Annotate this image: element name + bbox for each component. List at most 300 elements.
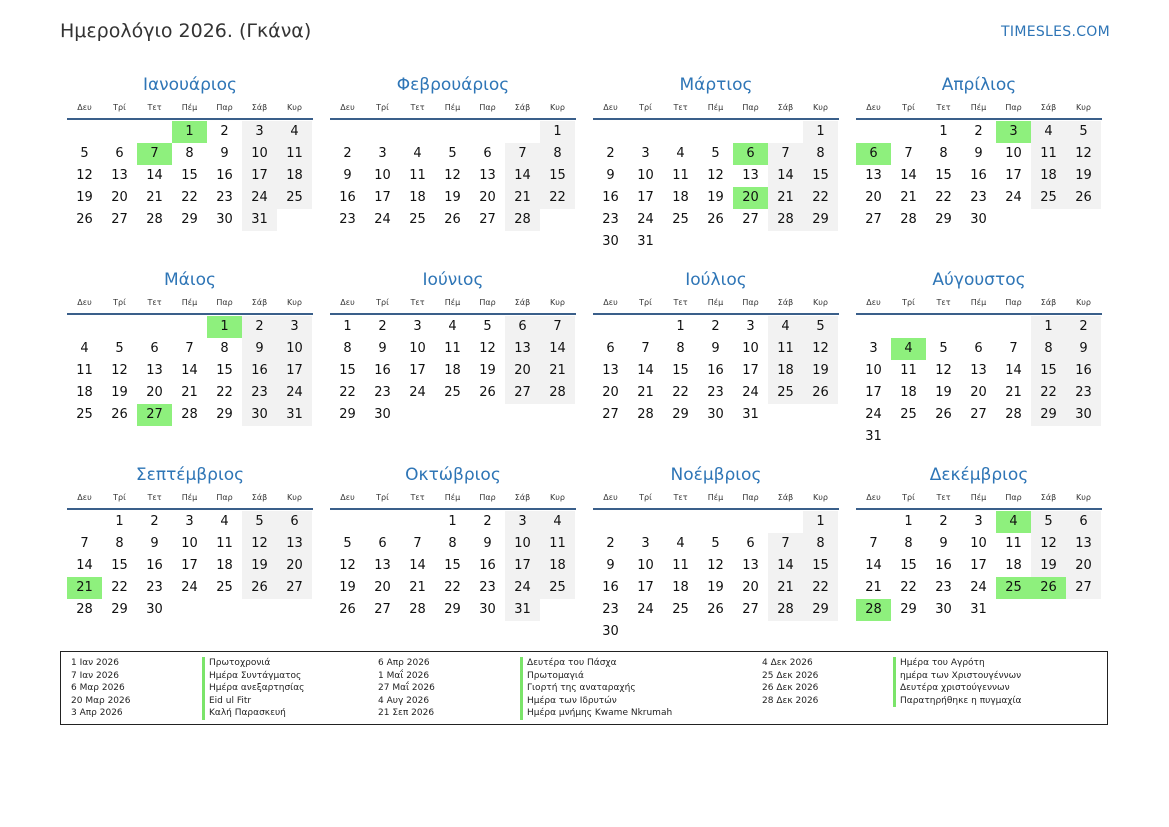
days-grid	[593, 316, 839, 426]
holiday-name: Eid ul Fitr	[202, 695, 304, 708]
empty-cell	[768, 511, 803, 533]
day-cell: 17	[637, 190, 654, 205]
weekday-label: Δευ	[77, 298, 92, 307]
day-cell: 30	[1066, 404, 1101, 426]
weekday-label: Πέμ	[181, 493, 198, 502]
empty-cell	[505, 121, 540, 143]
day-cell: 25	[1031, 187, 1066, 209]
weekday-label: Κυρ	[1076, 103, 1091, 112]
month-name: Φεβρουάριος	[396, 75, 510, 95]
month-name: Αύγουστος	[932, 270, 1026, 290]
holiday-name: Δευτέρα χριστούγεννων	[893, 682, 1021, 695]
weekday-label: Πέμ	[707, 298, 724, 307]
day-cell: 22	[1031, 382, 1066, 404]
weekday-label: Τρί	[639, 103, 652, 112]
day-cell: 10	[970, 536, 987, 551]
empty-cell	[856, 121, 891, 143]
weekday-label: Σάβ	[777, 103, 794, 112]
day-cell: 19	[242, 555, 277, 577]
day-cell: 18	[216, 558, 233, 573]
day-cell: 22	[216, 385, 233, 400]
site-link[interactable]: TIMESLES.COM	[1001, 24, 1110, 40]
month-name: Μάιος	[163, 270, 216, 290]
days-grid	[330, 511, 576, 621]
day-cell: 15	[216, 363, 233, 378]
day-cell: 5	[711, 536, 720, 551]
day-cell: 8	[115, 536, 124, 551]
day-cell: 1	[540, 121, 575, 143]
day-cell: 17	[374, 190, 391, 205]
days-grid	[593, 511, 839, 643]
day-cell: 8	[185, 146, 194, 161]
day-cell: 14	[900, 168, 917, 183]
day-cell: 4	[1031, 121, 1066, 143]
empty-cell	[856, 511, 891, 533]
day-cell: 6	[483, 146, 492, 161]
day-cell: 12	[76, 168, 93, 183]
month-name: Οκτώβριος	[405, 465, 501, 485]
day-cell: 30	[970, 212, 987, 227]
holiday-name: Καλή Παρασκευή	[202, 707, 304, 720]
day-cell: 10	[409, 341, 426, 356]
day-cell: 29	[803, 209, 838, 231]
weekday-label: Πέμ	[707, 103, 724, 112]
weekday-label: Τετ	[936, 493, 951, 502]
month-name: Νοέμβριος	[670, 465, 762, 485]
day-cell: 22	[444, 580, 461, 595]
month-calendar	[856, 269, 1102, 464]
day-cell: 1	[1031, 316, 1066, 338]
day-cell: 10	[242, 143, 277, 165]
day-cell: 13	[277, 533, 312, 555]
day-cell: 19	[707, 580, 724, 595]
day-cell: 12	[935, 363, 952, 378]
day-cell: 27	[374, 602, 391, 617]
month-calendar	[593, 269, 839, 464]
day-cell: 13	[602, 363, 619, 378]
weekday-label: Τρί	[113, 298, 126, 307]
weekday-label: Πέμ	[444, 493, 461, 502]
day-cell: 24	[374, 212, 391, 227]
day-cell: 11	[1005, 536, 1022, 551]
empty-cell	[926, 316, 961, 338]
empty-cell	[698, 121, 733, 143]
day-cell: 9	[343, 168, 352, 183]
day-cell: 12	[1066, 143, 1101, 165]
day-cell: 30	[242, 404, 277, 426]
day-cell: 25	[409, 212, 426, 227]
day-cell: 7	[1009, 341, 1018, 356]
day-cell: 5	[1066, 121, 1101, 143]
day-cell: 18	[444, 363, 461, 378]
day-cell: 3	[746, 319, 755, 334]
day-cell: 4	[448, 319, 457, 334]
day-cell: 10	[505, 533, 540, 555]
day-cell: 11	[540, 533, 575, 555]
empty-cell	[996, 316, 1031, 338]
day-cell: 3	[641, 146, 650, 161]
day-cell: 2	[483, 514, 492, 529]
legend-date-column	[762, 657, 818, 707]
day-cell: 18	[672, 580, 689, 595]
day-cell: 3	[974, 514, 983, 529]
holiday-date: 4 Δεκ 2026	[762, 658, 813, 668]
day-cell: 11	[76, 363, 93, 378]
day-cell: 23	[339, 212, 356, 227]
day-cell: 25	[76, 407, 93, 422]
day-cell: 28	[768, 599, 803, 621]
day-cell: 2	[711, 319, 720, 334]
days-grid	[330, 316, 576, 426]
day-cell: 29	[935, 212, 952, 227]
day-cell: 30	[707, 407, 724, 422]
weekday-label: Κυρ	[813, 493, 828, 502]
weekday-label: Σάβ	[514, 298, 531, 307]
day-cell: 19	[444, 190, 461, 205]
day-cell: 16	[602, 580, 619, 595]
day-cell: 20	[602, 385, 619, 400]
day-cell: 3	[378, 146, 387, 161]
day-cell: 29	[339, 407, 356, 422]
day-cell: 26	[242, 577, 277, 599]
weekday-label: Τετ	[673, 298, 688, 307]
weekday-label: Σάβ	[514, 103, 531, 112]
holiday-day-cell: 4	[996, 511, 1031, 533]
day-cell: 18	[277, 165, 312, 187]
day-cell: 24	[970, 580, 987, 595]
month-calendar	[67, 464, 313, 659]
day-cell: 25	[672, 212, 689, 227]
day-cell: 30	[935, 602, 952, 617]
empty-cell	[698, 511, 733, 533]
empty-cell	[891, 316, 926, 338]
day-cell: 23	[216, 190, 233, 205]
day-cell: 4	[676, 536, 685, 551]
weekday-header	[330, 490, 576, 510]
day-cell: 5	[343, 536, 352, 551]
weekday-label: Τετ	[936, 298, 951, 307]
day-cell: 6	[115, 146, 124, 161]
day-cell: 24	[242, 187, 277, 209]
weekday-header	[67, 490, 313, 510]
day-cell: 12	[803, 338, 838, 360]
weekday-label: Σάβ	[251, 493, 268, 502]
day-cell: 5	[939, 341, 948, 356]
holiday-legend	[60, 651, 1108, 725]
day-cell: 7	[413, 536, 422, 551]
month-calendar	[67, 269, 313, 464]
month-calendar	[330, 464, 576, 659]
day-cell: 6	[1066, 511, 1101, 533]
weekday-label: Πέμ	[181, 103, 198, 112]
month-name: Σεπτέμβριος	[135, 465, 245, 485]
day-cell: 5	[711, 146, 720, 161]
empty-cell	[365, 511, 400, 533]
day-cell: 1	[115, 514, 124, 529]
day-cell: 24	[1005, 190, 1022, 205]
day-cell: 11	[672, 168, 689, 183]
day-cell: 21	[900, 190, 917, 205]
day-cell: 6	[746, 536, 755, 551]
day-cell: 11	[672, 558, 689, 573]
empty-cell	[470, 121, 505, 143]
weekday-label: Παρ	[216, 298, 233, 307]
day-cell: 15	[339, 363, 356, 378]
weekday-label: Δευ	[77, 103, 92, 112]
empty-cell	[400, 511, 435, 533]
weekday-label: Κυρ	[287, 298, 302, 307]
day-cell: 4	[220, 514, 229, 529]
empty-cell	[891, 121, 926, 143]
weekday-header	[593, 490, 839, 510]
day-cell: 1	[904, 514, 913, 529]
holiday-name: Ημέρα μνήμης Kwame Nkrumah	[520, 707, 672, 720]
day-cell: 24	[277, 382, 312, 404]
weekday-label: Τετ	[410, 493, 425, 502]
day-cell: 5	[448, 146, 457, 161]
day-cell: 11	[1031, 143, 1066, 165]
day-cell: 31	[505, 599, 540, 621]
day-cell: 9	[606, 168, 615, 183]
holiday-day-cell: 7	[137, 143, 172, 165]
weekday-label: Δευ	[340, 493, 355, 502]
day-cell: 19	[76, 190, 93, 205]
day-cell: 22	[803, 577, 838, 599]
day-cell: 21	[409, 580, 426, 595]
day-cell: 2	[1066, 316, 1101, 338]
month-name: Μάρτιος	[679, 75, 753, 95]
day-cell: 24	[409, 385, 426, 400]
day-cell: 14	[505, 165, 540, 187]
day-cell: 7	[904, 146, 913, 161]
day-cell: 3	[185, 514, 194, 529]
day-cell: 29	[111, 602, 128, 617]
day-cell: 31	[865, 429, 882, 444]
holiday-day-cell: 1	[207, 316, 242, 338]
day-cell: 2	[606, 146, 615, 161]
day-cell: 12	[479, 341, 496, 356]
holiday-date: 27 Μαΐ 2026	[378, 683, 435, 693]
empty-cell	[102, 316, 137, 338]
day-cell: 13	[479, 168, 496, 183]
day-cell: 21	[768, 577, 803, 599]
weekday-label: Τετ	[147, 298, 162, 307]
day-cell: 17	[409, 363, 426, 378]
weekday-label: Πέμ	[444, 298, 461, 307]
day-cell: 17	[242, 165, 277, 187]
weekday-label: Κυρ	[1076, 493, 1091, 502]
weekday-label: Δευ	[77, 493, 92, 502]
day-cell: 13	[865, 168, 882, 183]
holiday-day-cell: 1	[172, 121, 207, 143]
day-cell: 19	[1031, 555, 1066, 577]
weekday-header	[856, 490, 1102, 510]
empty-cell	[593, 121, 628, 143]
day-cell: 29	[444, 602, 461, 617]
holiday-day-cell: 3	[996, 121, 1031, 143]
day-cell: 29	[216, 407, 233, 422]
day-cell: 11	[768, 338, 803, 360]
day-cell: 21	[637, 385, 654, 400]
day-cell: 8	[904, 536, 913, 551]
day-cell: 8	[220, 341, 229, 356]
day-cell: 14	[768, 555, 803, 577]
weekday-label: Κυρ	[287, 103, 302, 112]
day-cell: 27	[277, 577, 312, 599]
day-cell: 30	[602, 624, 619, 639]
day-cell: 11	[444, 341, 461, 356]
day-cell: 20	[505, 360, 540, 382]
day-cell: 7	[505, 143, 540, 165]
day-cell: 9	[483, 536, 492, 551]
day-cell: 24	[505, 577, 540, 599]
day-cell: 27	[865, 212, 882, 227]
day-cell: 10	[637, 168, 654, 183]
day-cell: 3	[242, 121, 277, 143]
day-cell: 14	[637, 363, 654, 378]
empty-cell	[628, 121, 663, 143]
weekday-label: Τετ	[936, 103, 951, 112]
day-cell: 16	[242, 360, 277, 382]
day-cell: 12	[707, 558, 724, 573]
day-cell: 18	[540, 555, 575, 577]
day-cell: 30	[374, 407, 391, 422]
day-cell: 11	[900, 363, 917, 378]
day-cell: 26	[803, 382, 838, 404]
day-cell: 10	[865, 363, 882, 378]
weekday-label: Τετ	[673, 103, 688, 112]
day-cell: 12	[242, 533, 277, 555]
days-grid	[856, 511, 1102, 621]
day-cell: 9	[378, 341, 387, 356]
day-cell: 5	[803, 316, 838, 338]
weekday-label: Πέμ	[970, 493, 987, 502]
weekday-label: Παρ	[479, 493, 496, 502]
empty-cell	[663, 121, 698, 143]
day-cell: 15	[111, 558, 128, 573]
day-cell: 11	[216, 536, 233, 551]
day-cell: 14	[768, 165, 803, 187]
day-cell: 12	[707, 168, 724, 183]
weekday-label: Πέμ	[181, 298, 198, 307]
day-cell: 23	[374, 385, 391, 400]
day-cell: 6	[378, 536, 387, 551]
empty-cell	[856, 316, 891, 338]
month-calendar	[593, 74, 839, 269]
days-grid	[593, 121, 839, 253]
weekday-label: Τρί	[376, 103, 389, 112]
day-cell: 8	[540, 143, 575, 165]
day-cell: 12	[111, 363, 128, 378]
day-cell: 13	[970, 363, 987, 378]
day-cell: 26	[339, 602, 356, 617]
day-cell: 19	[111, 385, 128, 400]
day-cell: 1	[803, 121, 838, 143]
day-cell: 9	[1066, 338, 1101, 360]
holiday-name: Παρατηρήθηκε η πυγμαχία	[893, 695, 1021, 708]
weekday-label: Σάβ	[1040, 493, 1057, 502]
day-cell: 7	[80, 536, 89, 551]
empty-cell	[961, 316, 996, 338]
weekday-label: Παρ	[1005, 103, 1022, 112]
weekday-label: Δευ	[866, 493, 881, 502]
day-cell: 26	[479, 385, 496, 400]
day-cell: 15	[935, 168, 952, 183]
day-cell: 16	[216, 168, 233, 183]
weekday-label: Τρί	[902, 103, 915, 112]
weekday-header	[593, 100, 839, 120]
day-cell: 22	[181, 190, 198, 205]
day-cell: 21	[505, 187, 540, 209]
day-cell: 15	[1031, 360, 1066, 382]
day-cell: 24	[742, 385, 759, 400]
day-cell: 19	[1066, 165, 1101, 187]
month-name: Δεκέμβριος	[929, 465, 1029, 485]
weekday-header	[330, 295, 576, 315]
day-cell: 22	[672, 385, 689, 400]
holiday-day-cell: 6	[856, 143, 891, 165]
weekday-label: Τρί	[113, 103, 126, 112]
day-cell: 5	[242, 511, 277, 533]
month-calendar	[593, 464, 839, 659]
legend-name-column	[202, 657, 304, 720]
empty-cell	[137, 121, 172, 143]
day-cell: 28	[540, 382, 575, 404]
empty-cell	[768, 121, 803, 143]
day-cell: 24	[181, 580, 198, 595]
day-cell: 1	[448, 514, 457, 529]
day-cell: 17	[505, 555, 540, 577]
day-cell: 17	[277, 360, 312, 382]
day-cell: 10	[1005, 146, 1022, 161]
day-cell: 18	[409, 190, 426, 205]
weekday-label: Παρ	[216, 493, 233, 502]
legend-date-column	[378, 657, 435, 720]
weekday-label: Παρ	[1005, 493, 1022, 502]
weekday-label: Σάβ	[251, 103, 268, 112]
empty-cell	[435, 121, 470, 143]
weekday-label: Σάβ	[777, 298, 794, 307]
weekday-label: Σάβ	[777, 493, 794, 502]
day-cell: 18	[672, 190, 689, 205]
days-grid	[67, 316, 313, 426]
days-grid	[67, 511, 313, 621]
day-cell: 23	[146, 580, 163, 595]
day-cell: 15	[803, 165, 838, 187]
month-calendar	[67, 74, 313, 269]
day-cell: 21	[181, 385, 198, 400]
holiday-day-cell: 4	[891, 338, 926, 360]
day-cell: 27	[602, 407, 619, 422]
holiday-day-cell: 6	[733, 143, 768, 165]
day-cell: 6	[606, 341, 615, 356]
day-cell: 10	[637, 558, 654, 573]
day-cell: 17	[865, 385, 882, 400]
day-cell: 23	[479, 580, 496, 595]
weekday-label: Πέμ	[707, 493, 724, 502]
day-cell: 8	[676, 341, 685, 356]
day-cell: 10	[277, 338, 312, 360]
day-cell: 13	[374, 558, 391, 573]
day-cell: 27	[742, 602, 759, 617]
day-cell: 23	[970, 190, 987, 205]
day-cell: 20	[277, 555, 312, 577]
day-cell: 28	[505, 209, 540, 231]
day-cell: 6	[277, 511, 312, 533]
day-cell: 1	[343, 319, 352, 334]
weekday-label: Τετ	[410, 298, 425, 307]
holiday-day-cell: 21	[67, 577, 102, 599]
